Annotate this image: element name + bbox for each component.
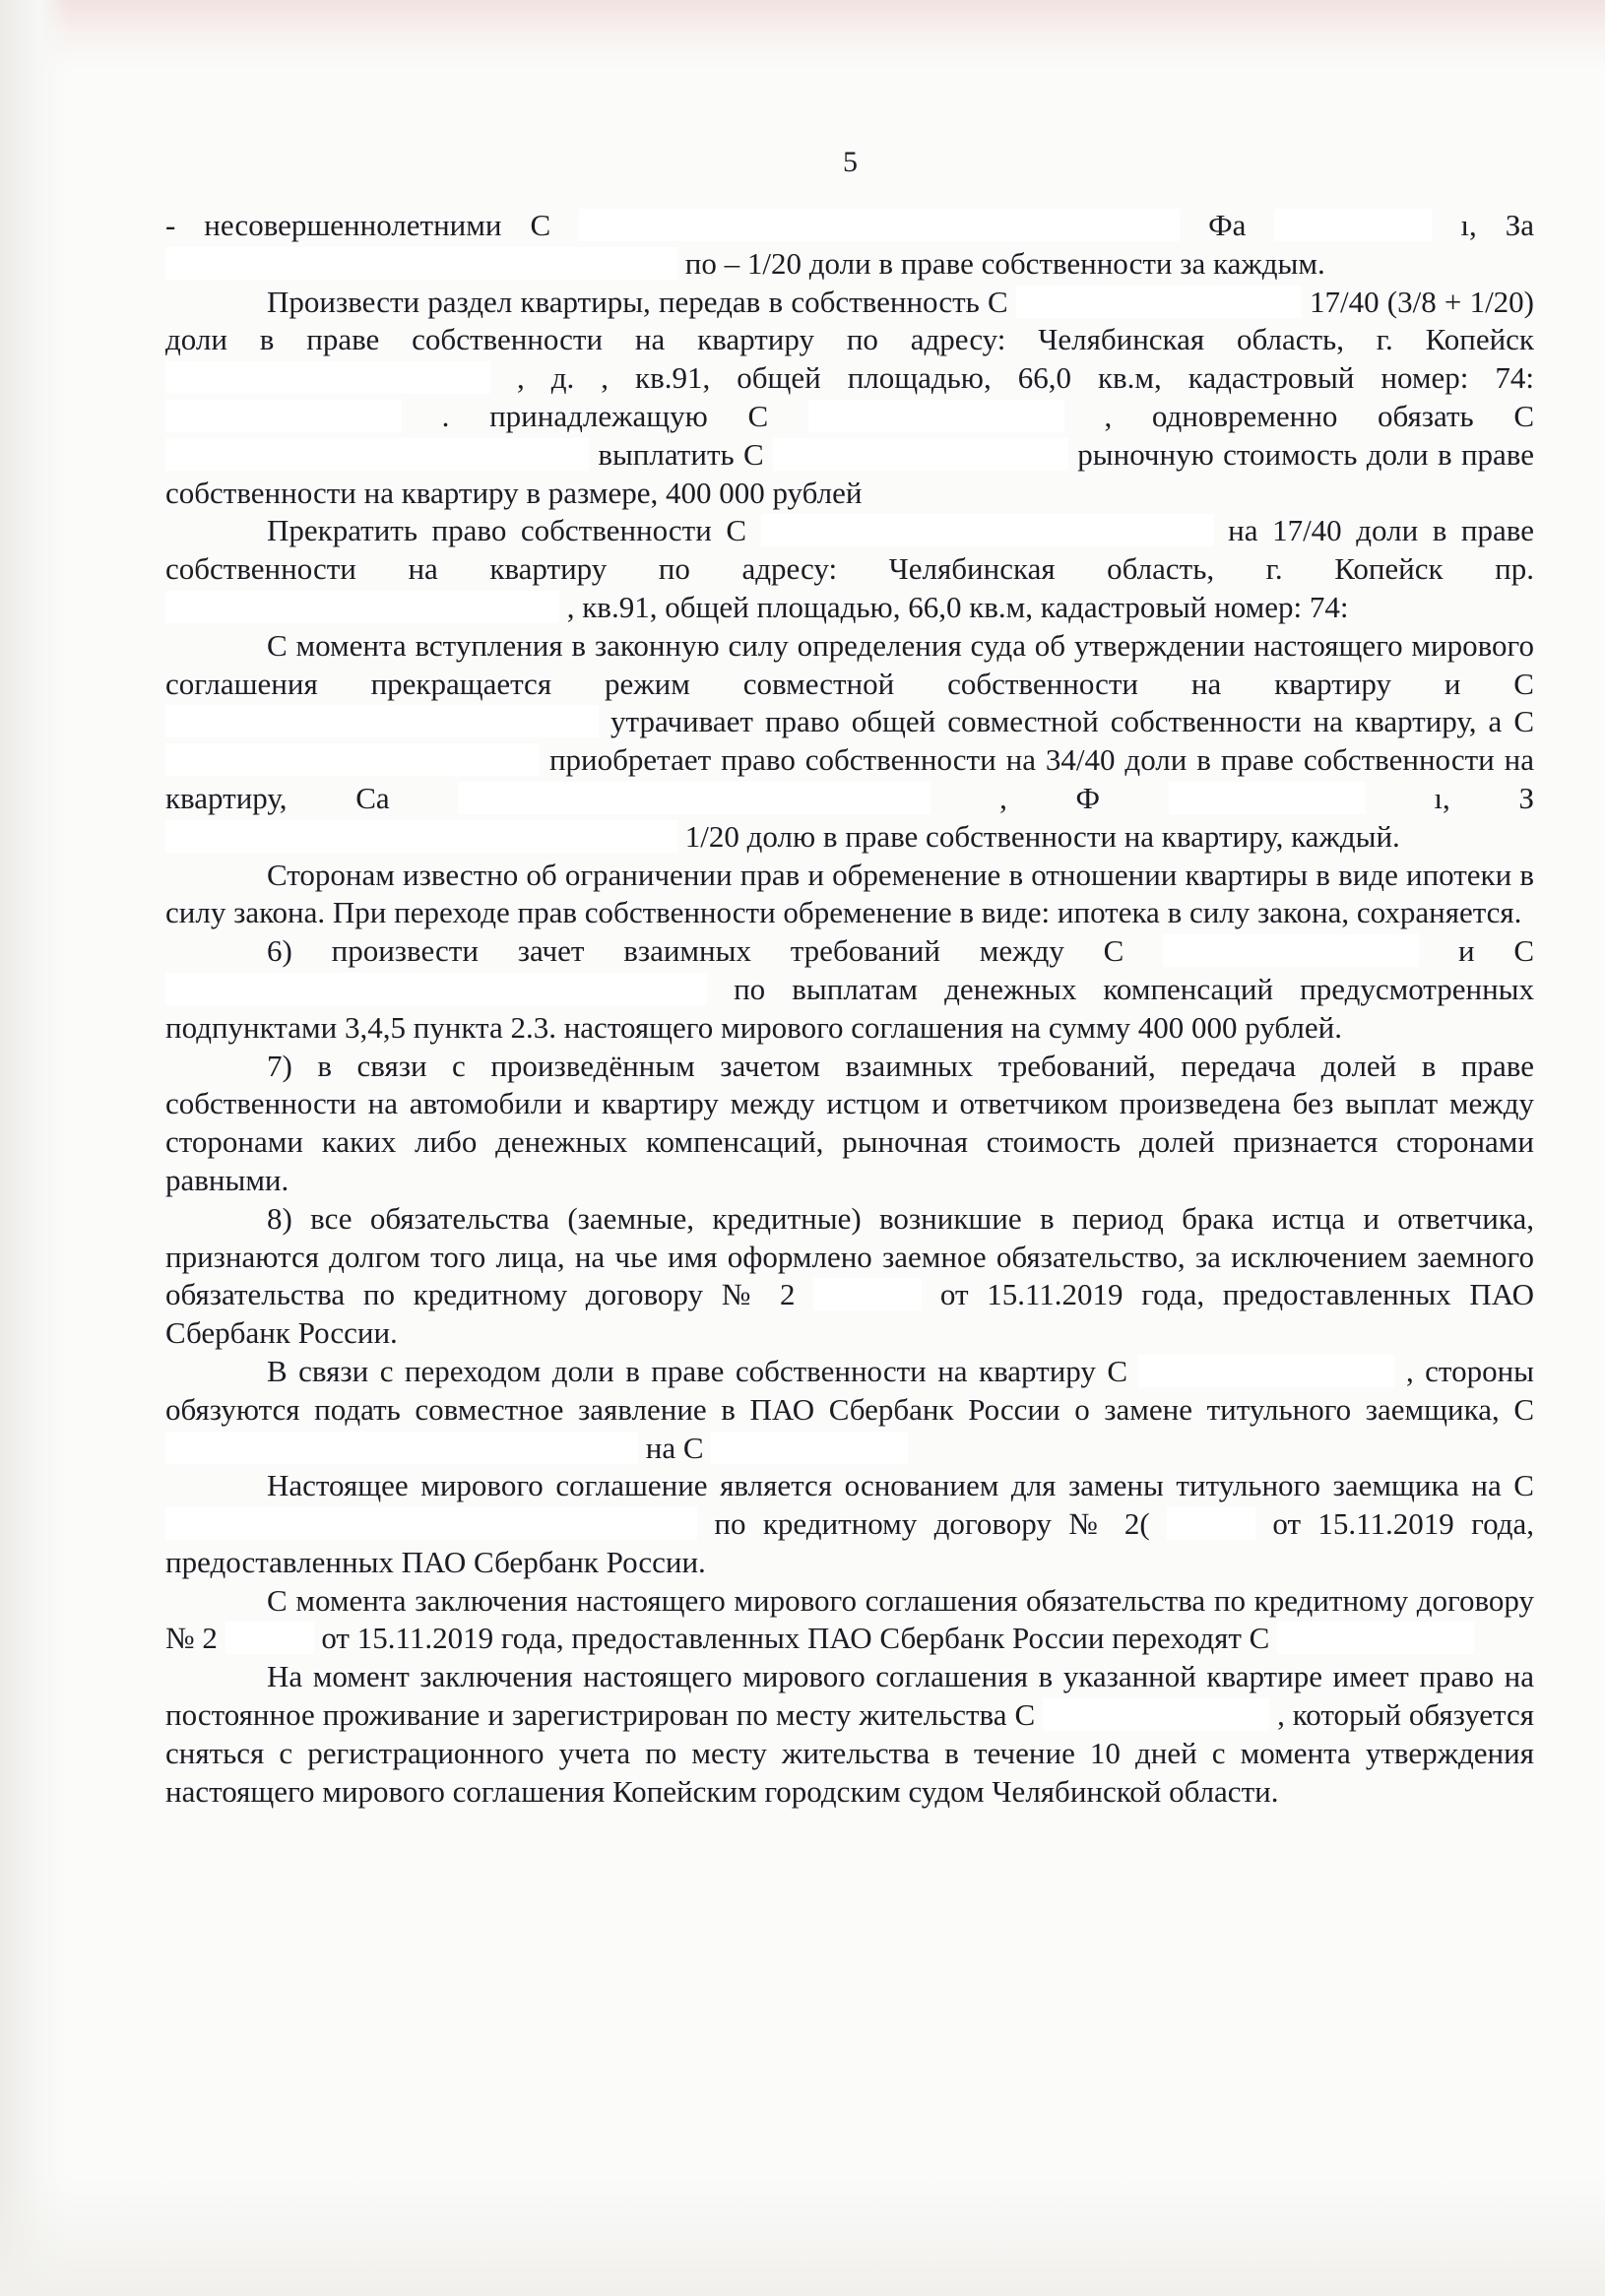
scan-edge-shading-left [0, 0, 69, 2296]
paragraph-text: от 15.11.2019 года, предоставленных ПАО Сбербанк России. [165, 1277, 1534, 1351]
redaction-block [1043, 1698, 1269, 1731]
redaction-block [711, 1432, 908, 1464]
paragraph-text: на 17/40 доли в праве собственности на квартиру по адресу: Челябинская область, г. Копейск пр. [165, 513, 1534, 587]
paragraph-text: 6) произвести зачет взаимных требований между С [267, 933, 1124, 969]
scan-edge-shading-top [0, 0, 1605, 69]
paragraph-text: приобретает право собственности на 34/40 доли в праве собственности на квартиру, Са [165, 742, 1535, 815]
paragraph [165, 1048, 1534, 1200]
paragraph-text: С момента заключения настоящего мирового соглашения обязательства по кредитному договору № 2 [165, 1582, 1534, 1656]
paragraph [165, 1582, 1534, 1659]
paragraph [165, 857, 1534, 933]
paragraph-text: Настоящее мирового соглашение является основанием для замены титульного заемщика на С [267, 1468, 1534, 1503]
redaction-block [1169, 782, 1366, 814]
page-number: 5 [843, 146, 858, 178]
redaction-block [165, 1507, 697, 1540]
redaction-block [165, 361, 490, 394]
paragraph-text: от 15.11.2019 года, предоставленных ПАО Сбербанк России переходят С [321, 1621, 1270, 1656]
redaction-block [458, 782, 931, 814]
paragraph [165, 1200, 1534, 1353]
paragraph-text: - несовершеннолетними С [165, 208, 551, 242]
paragraph-text: на С [645, 1430, 704, 1465]
redaction-block [1163, 934, 1419, 967]
document-body [165, 207, 1534, 1811]
paragraph-text: , Ф [999, 780, 1101, 815]
redaction-block [165, 973, 707, 1005]
redaction-block [165, 591, 559, 623]
redaction-block [165, 1432, 638, 1464]
paragraph-text: , стороны обязуются подать совместное заявление в ПАО Сбербанк России о замене титульного заемщика, С [165, 1353, 1534, 1427]
redaction-block [165, 400, 402, 432]
redaction-block [1274, 209, 1432, 241]
paragraph-text: Фа [1208, 208, 1275, 242]
paragraph-text: от 15.11.2019 года, предоставленных ПАО Сбербанк России. [165, 1506, 1534, 1579]
paragraph-text: , который обязуется сняться с регистрационного учета по месту жительства в течение 10 дней с момента утверждения настоящего мирового соглашения Копейским городским судом Челябинской области. [165, 1697, 1535, 1809]
paragraph-text: ı, За [1460, 208, 1535, 242]
paragraph-text: утрачивает право общей совместной собственности на квартиру, а С [610, 704, 1535, 739]
paragraph-text: , одновременно обязать С [1104, 398, 1535, 433]
redaction-block [225, 1622, 314, 1654]
redaction-block [1016, 286, 1302, 318]
paragraph-text: 8) все обязательства (заемные, кредитные) возникшие в период брака истца и ответчика, признаются долгом того лица, на чье имя оформлено заемное обязательство, за исключением заемного обязательства по кредитному договору № 2 [165, 1200, 1534, 1312]
paragraph-text: 1/20 долю в праве собственности на квартиру, каждый. [684, 818, 1400, 854]
paragraph-text: С момента вступления в законную силу определения суда об утверждении настоящего мирового соглашения прекращается режим совместной собственности на квартиру и С [165, 627, 1534, 701]
paragraph-text: по кредитному договору № 2( [714, 1506, 1150, 1542]
paragraph-text: выплатить С [598, 436, 764, 472]
redaction-block [1277, 1622, 1474, 1654]
paragraph-text: Произвести раздел квартиры, передав в собственность С [267, 284, 1008, 319]
redaction-block [813, 1278, 922, 1310]
paragraph-text: Прекратить право собственности С [267, 513, 747, 548]
redaction-block [1167, 1507, 1255, 1540]
paragraph-text: 7) в связи с произведённым зачетом взаимных требований, передача долей в праве собственности на автомобили и квартиру между истцом и ответчиком произведена без выплат между сторонами каких либо денежных компенсаций, рыночная стоимость долей признается сторонами равными. [165, 1048, 1534, 1197]
redaction-block [165, 438, 589, 471]
paragraph-text: 17/40 (3/8 + 1/20) доли в праве собственности на квартиру по адресу: Челябинская область, г. Копейск [165, 284, 1535, 357]
paragraph [165, 627, 1534, 857]
paragraph-text: В связи с переходом доли в праве собственности на квартиру С [267, 1353, 1128, 1388]
paragraph [165, 1353, 1534, 1467]
redaction-block [773, 438, 1068, 471]
redaction-block [165, 743, 540, 776]
redaction-block [761, 514, 1214, 546]
paragraph-text: , д. , кв.91, общей площадью, 66,0 кв.м, кадастровый номер: 74: [517, 360, 1534, 396]
paragraph-text: ı, З [1434, 780, 1535, 815]
paragraph-text: На момент заключения настоящего мирового соглашения в указанной квартире имеет право на постоянное проживание и зарегистрирован по месту жительства С [165, 1659, 1534, 1733]
redaction-block [808, 400, 1064, 432]
paragraph [165, 1467, 1534, 1581]
redaction-block [165, 820, 677, 853]
redaction-block [1138, 1355, 1394, 1387]
paragraph [165, 932, 1534, 1047]
paragraph [165, 284, 1534, 513]
scan-edge-shading-bottom [0, 2178, 1605, 2296]
redaction-block [165, 705, 599, 737]
paragraph [165, 512, 1534, 626]
paragraph-text: рыночную стоимость доли в праве собственности на квартиру в размере, 400 000 рублей [165, 436, 1535, 510]
redaction-block [579, 209, 1180, 241]
paragraph-text: Сторонам известно об ограничении прав и обременение в отношении квартиры в виде ипотеки в силу закона. При переходе прав собственности обременение в виде: ипотека в силу закона, сохраняется. [165, 857, 1534, 930]
paragraph-text: по выплатам денежных компенсаций предусмотренных подпунктами 3,4,5 пункта 2.3. настоящего мирового соглашения на сумму 400 000 рублей. [165, 971, 1535, 1045]
paragraph-text: и С [1457, 933, 1535, 969]
paragraph-text: . принадлежащую С [441, 398, 769, 433]
paragraph-text: , кв.91, общей площадью, 66,0 кв.м, кадастровый номер: 74: [566, 589, 1349, 624]
paragraph-text: по – 1/20 доли в праве собственности за каждым. [684, 245, 1325, 281]
paragraph [165, 1658, 1534, 1811]
redaction-block [165, 247, 677, 280]
paragraph [165, 207, 1534, 284]
